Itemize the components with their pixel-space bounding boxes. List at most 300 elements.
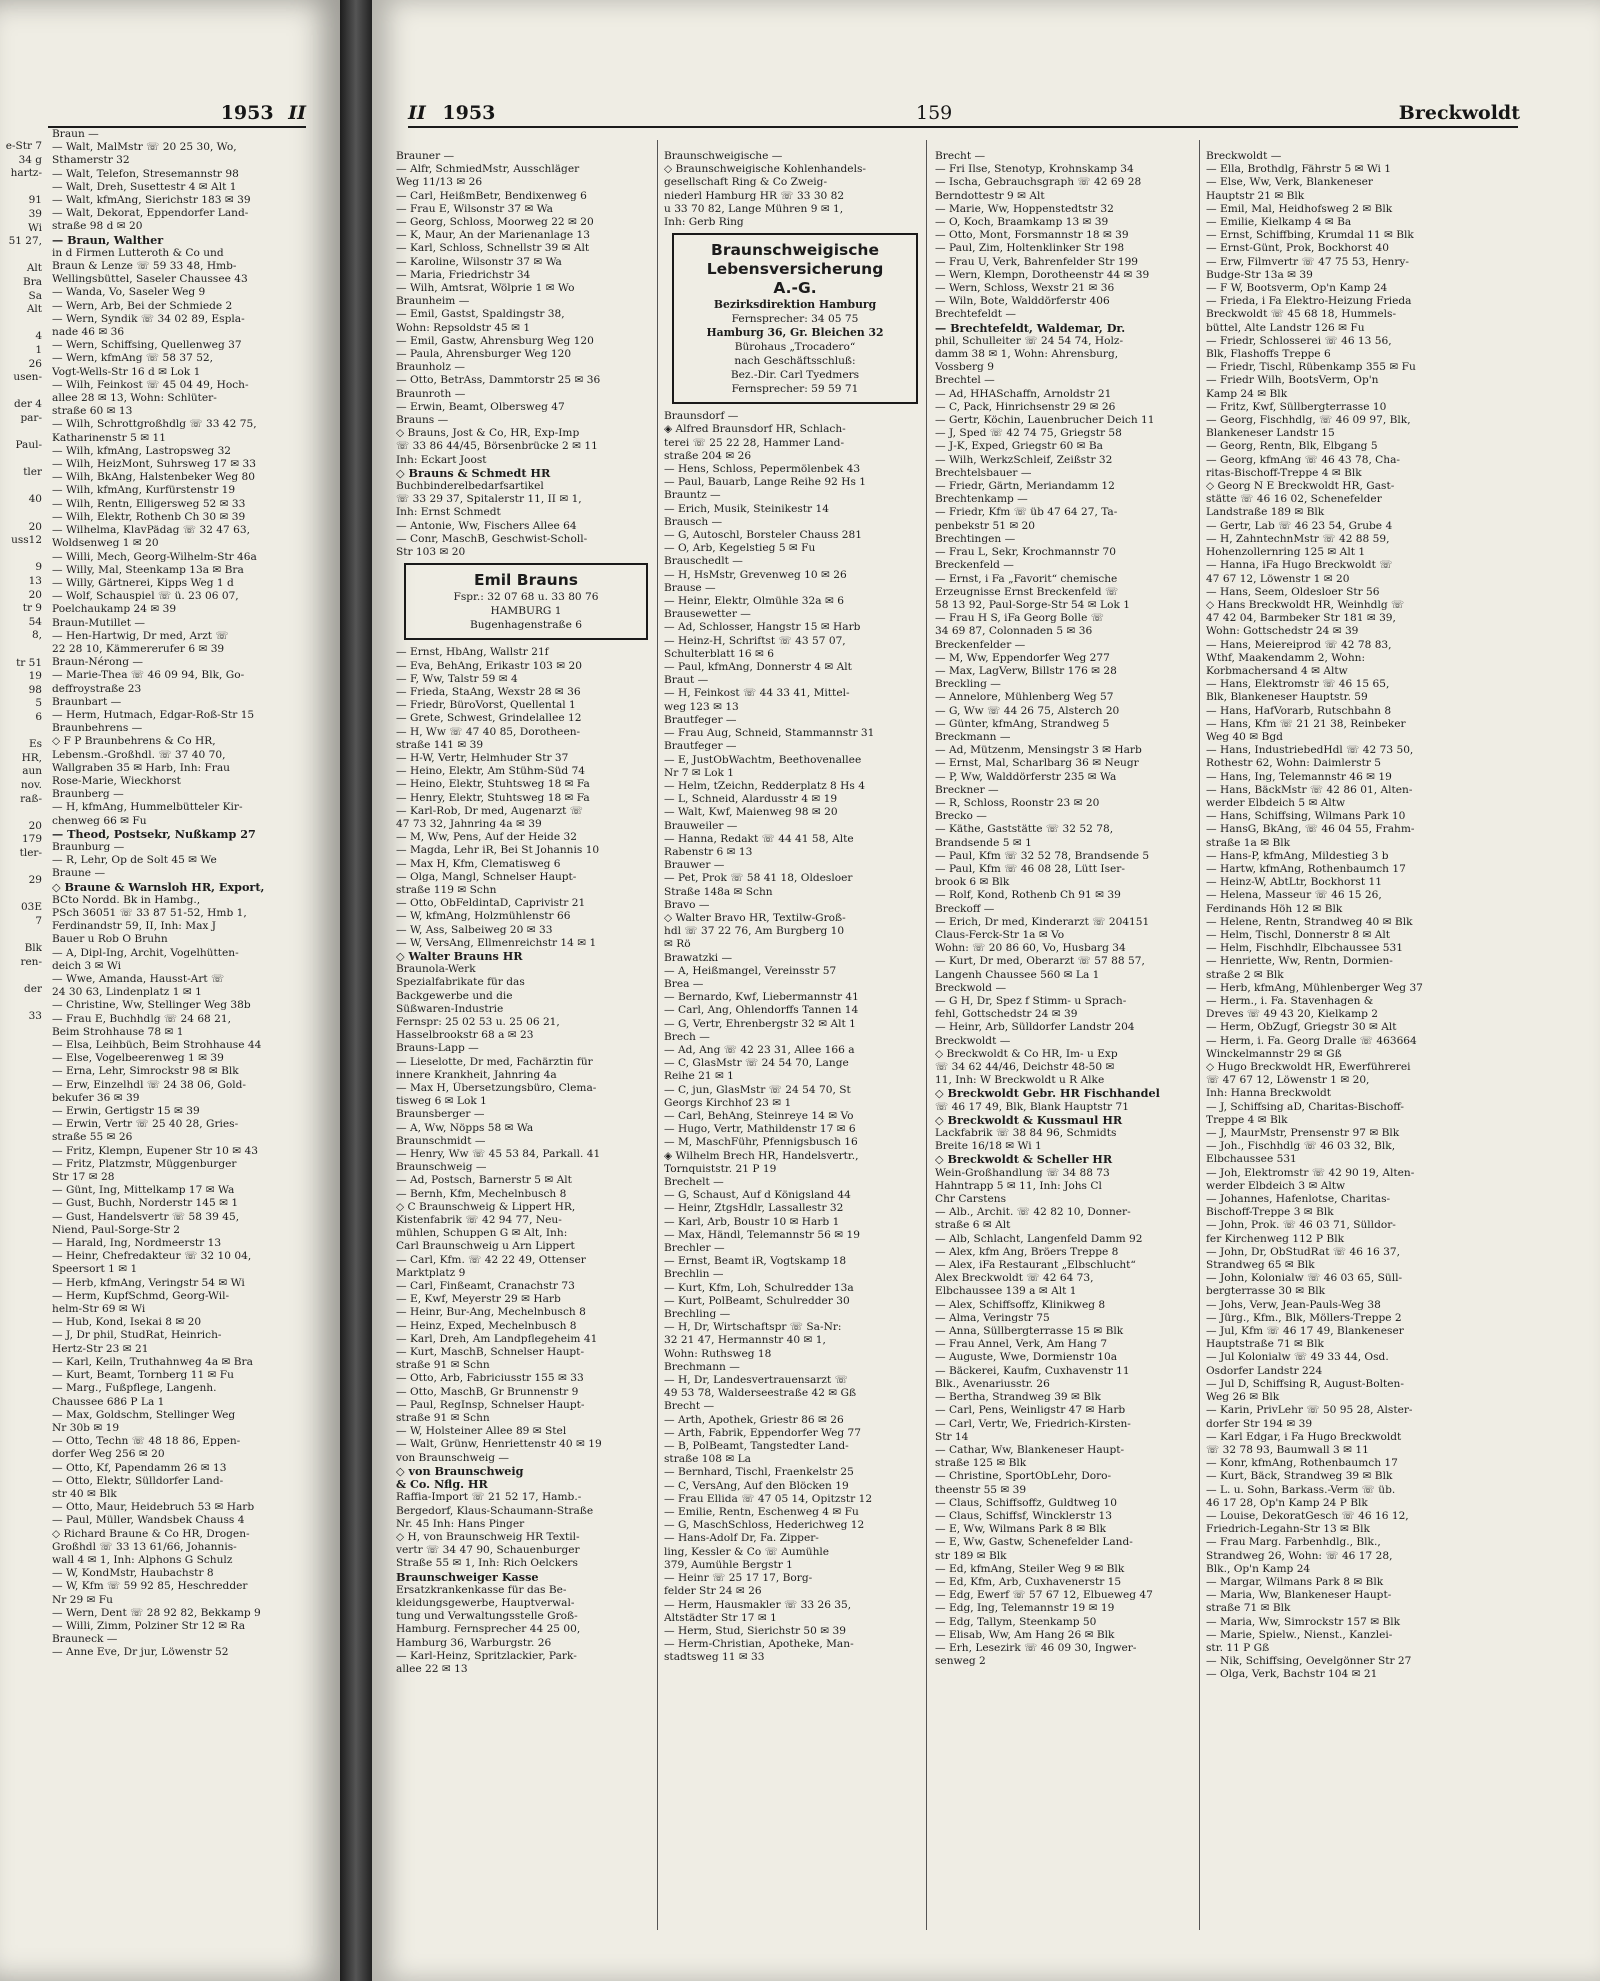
directory-entry: — HansG, BkAng, ☏ 46 04 55, Frahm-	[1206, 823, 1415, 836]
directory-line: Strandweg 65 ✉ Blk	[1206, 1259, 1315, 1272]
directory-entry: ◇ Braunschweigische Kohlenhandels-	[664, 163, 866, 176]
directory-line: Brause —	[664, 581, 716, 594]
directory-entry: — Cathar, Ww, Blankeneser Haupt-	[935, 1443, 1125, 1456]
directory-entry: — Heinr, Elektr, Olmühle 32a ✉ 6	[664, 595, 844, 608]
ad-phone: Fernsprecher: 34 05 75	[731, 313, 859, 326]
directory-entry: — Johannes, Hafenlotse, Charitas-	[1206, 1193, 1391, 1206]
directory-line: fehl, Gottschedstr 24 ✉ 39	[935, 1008, 1078, 1021]
directory-entry: — Otto, BetrAss, Dammtorstr 25 ✉ 36	[396, 374, 601, 387]
directory-entry: — Erwin, Gertigstr 15 ✉ 39	[52, 1105, 200, 1118]
directory-line: hdl ☏ 37 22 76, Am Burgberg 10	[664, 925, 845, 938]
directory-line: 22 28 10, Kämmererufer 6 ✉ 39	[52, 642, 225, 655]
directory-entry: — Paul, Zim, Holtenklinker Str 198	[935, 242, 1125, 255]
margin-fragment: 98	[28, 683, 42, 696]
directory-line: Friedrich-Legahn-Str 13 ✉ Blk	[1206, 1523, 1370, 1536]
directory-entry: — Fritz, Platzmstr, Müggenburger	[52, 1157, 237, 1170]
directory-entry: — Wilh, HeizMont, Suhrsweg 17 ✉ 33	[52, 458, 256, 471]
directory-line: Backgewerbe und die	[396, 989, 513, 1002]
directory-line: 47 73 32, Jahnring 4a ✉ 39	[396, 817, 542, 830]
margin-fragment: Sa	[28, 289, 42, 302]
directory-entry: — Ad, Mützenm, Mensingstr 3 ✉ Harb	[935, 744, 1142, 757]
directory-entry: — Alex, kfm Ang, Bröers Treppe 8	[935, 1245, 1119, 1258]
directory-entry: — Henriette, Ww, Rentn, Dormien-	[1206, 955, 1393, 968]
ad-department: Bezirksdirektion Hamburg	[713, 298, 877, 312]
directory-entry: — G, Autoschl, Borsteler Chauss 281	[664, 529, 863, 542]
directory-line: Str 103 ✉ 20	[396, 546, 466, 559]
directory-entry: ◇ Brauns & Schmedt HR	[396, 466, 551, 480]
margin-fragment: 39	[28, 207, 42, 220]
directory-entry: — Hans, IndustriebedHdl ☏ 42 73 50,	[1206, 744, 1414, 757]
directory-entry: — Alfr, SchmiedMstr, Ausschläger	[396, 163, 580, 176]
margin-fragment: Bra	[23, 275, 42, 288]
margin-fragment: 03E	[20, 901, 42, 914]
directory-entry: — Otto, Arb, Fabriciusstr 155 ✉ 33	[396, 1372, 584, 1385]
margin-fragment: 1	[35, 343, 42, 356]
directory-entry: — Kurt, Kfm, Loh, Schulredder 13a	[664, 1281, 854, 1294]
margin-fragment: 29	[28, 874, 42, 887]
directory-entry: — Henry, Elektr, Stuhtsweg 18 ✉ Fa	[396, 791, 590, 804]
column-rule-1	[657, 140, 658, 1930]
directory-line: 47 67 12, Löwenstr 1 ✉ 20	[1206, 572, 1350, 585]
directory-entry: — Else, Ww, Verk, Blankeneser	[1206, 176, 1373, 189]
margin-fragment: aun	[22, 765, 42, 778]
directory-entry: — Carl, HeißmBetr, Bendixenweg 6	[396, 189, 587, 202]
ad-city: HAMBURG 1	[490, 605, 562, 618]
ad-address: Hamburg 36, Gr. Bleichen 32	[706, 326, 884, 340]
directory-entry: — O, Arb, Kegelstieg 5 ✉ Fu	[664, 542, 816, 555]
directory-entry: — Fritz, Klempn, Eupener Str 10 ✉ 43	[52, 1144, 258, 1157]
directory-line: senweg 2	[935, 1655, 986, 1668]
directory-line: Brecht —	[935, 150, 986, 162]
margin-fragment	[0, 507, 42, 521]
directory-entry: — Marg., Fußpflege, Langenh.	[52, 1382, 217, 1395]
ad-street: Bugenhagenstraße 6	[469, 619, 583, 632]
directory-line: Breckwoldt —	[1206, 150, 1282, 162]
margin-fragment: Es	[28, 738, 42, 751]
directory-entry: — Wern, kfmAng ☏ 58 37 52,	[52, 352, 214, 365]
directory-line: 58 13 92, Paul-Sorge-Str 54 ✉ Lok 1	[935, 598, 1130, 611]
margin-fragment: 33	[28, 1010, 42, 1022]
directory-line: Breckoff —	[935, 902, 995, 915]
directory-entry: — Herm., i. Fa. Stavenhagen &	[1206, 995, 1374, 1007]
directory-line: Langenh Chaussee 560 ✉ La 1	[935, 968, 1100, 981]
directory-entry: — Marie, Spielw., Nienst., Kanzlei-	[1206, 1628, 1393, 1641]
directory-entry: — Wilh, BkAng, Halstenbeker Weg 80	[52, 471, 256, 484]
directory-line: Weg 40 ✉ Bgd	[1206, 730, 1283, 743]
directory-line: straße 108 ✉ La	[664, 1453, 751, 1466]
directory-line: ☏ 47 67 12, Löwenstr 1 ✉ 20,	[1206, 1074, 1370, 1087]
directory-entry: — Karl-Rob, Dr med, Augenarzt ☏	[396, 804, 584, 817]
margin-fragment	[0, 181, 42, 195]
directory-entry: — Helm, Tischl, Donnerstr 8 ✉ Alt	[1206, 928, 1391, 941]
directory-line: Braut —	[664, 674, 709, 687]
directory-line: fer Kirchenweg 112 P Blk	[1206, 1232, 1344, 1245]
directory-line: Braun-Nérong —	[52, 656, 143, 669]
directory-line: Braune —	[52, 867, 106, 880]
directory-line: 49 53 78, Walderseestraße 42 ✉ Gß	[664, 1387, 857, 1400]
directory-entry: — Herm, Stud, Sierichstr 50 ✉ 39	[664, 1624, 846, 1637]
directory-entry: — Theod, Postsekr, Nußkamp 27	[52, 827, 256, 841]
directory-entry: — Willy, Gärtnerei, Kipps Weg 1 d	[52, 576, 234, 589]
directory-line: nade 46 ✉ 36	[52, 326, 125, 339]
directory-line: 47 42 04, Barmbeker Str 181 ✉ 39,	[1206, 612, 1396, 625]
directory-entry: ◇ Hans Breckwoldt HR, Weinhdlg ☏	[1206, 598, 1405, 611]
directory-entry: — G, Ww ☏ 44 26 75, Alsterch 20	[935, 704, 1120, 717]
directory-line: Blk, Flashoffs Treppe 6	[1206, 348, 1331, 361]
directory-entry: — Emil, Mal, Heidhofsweg 2 ✉ Blk	[1206, 202, 1393, 215]
margin-fragment: uss12	[11, 534, 42, 547]
margin-fragment	[0, 860, 42, 874]
directory-entry: — Braun, Walther	[52, 233, 164, 247]
directory-entry: — Emilie, Kielkamp 4 ✉ Ba	[1206, 216, 1352, 229]
directory-line: von Braunschweig —	[396, 1451, 510, 1464]
directory-line: Brautfeger —	[664, 740, 737, 753]
directory-entry: — Carl, Ang, Ohlendorffs Tannen 14	[664, 1004, 859, 1017]
directory-line: Braunburg —	[52, 840, 125, 853]
directory-entry: — E, Ww, Gastw, Schenefelder Land-	[935, 1536, 1133, 1549]
directory-line: Marktplatz 9	[396, 1266, 466, 1279]
directory-entry: — Frau Aug, Schneid, Stammannstr 31	[664, 727, 875, 740]
directory-line: Brecht —	[664, 1400, 715, 1413]
directory-entry: ◇ Breckwoldt & Kussmaul HR	[935, 1113, 1123, 1127]
directory-entry: — Otto, Kf, Papendamm 26 ✉ 13	[52, 1461, 227, 1474]
directory-entry: — Ernst, HbAng, Wallstr 21f	[396, 646, 549, 659]
directory-entry: — Willi, Mech, Georg-Wilhelm-Str 46a	[52, 550, 257, 563]
directory-entry: — Henry, Ww ☏ 45 53 84, Parkall. 41	[396, 1148, 601, 1161]
directory-entry: — Wern, Syndik ☏ 34 02 89, Espla-	[52, 312, 245, 325]
directory-entry: — Frau E, Wilsonstr 37 ✉ Wa	[396, 202, 553, 215]
directory-entry: — H, Dr, Wirtschaftspr ☏ Sa-Nr:	[664, 1321, 842, 1334]
margin-fragment: usen-	[13, 371, 42, 384]
directory-line: Braunschweig —	[396, 1161, 487, 1174]
directory-entry: — Walt, MalMstr ☏ 20 25 30, Wo,	[52, 141, 237, 154]
directory-entry: ◇ H, von Braunschweig HR Textil-	[396, 1530, 580, 1543]
directory-entry: — Heinr, Arb, Sülldorfer Landstr 204	[935, 1021, 1135, 1034]
directory-line: tisweg 6 ✉ Lok 1	[396, 1095, 487, 1108]
directory-line: Bischoff-Treppe 3 ✉ Blk	[1206, 1206, 1334, 1219]
directory-entry: ◇ Breckwoldt & Scheller HR	[935, 1153, 1113, 1167]
directory-line: Brechtelsbauer —	[935, 466, 1032, 479]
directory-entry: ◇ Walter Brauns HR	[396, 949, 523, 963]
directory-entry: — Wilh, kfmAng, Lastropsweg 32	[52, 444, 232, 457]
directory-line: Breckenfelder —	[935, 638, 1026, 651]
margin-fragment: 179	[21, 833, 42, 846]
directory-entry: — Hans, Meiereiprod ☏ 42 78 83,	[1206, 638, 1392, 651]
directory-entry: — Herm, ObZugf, Griegstr 30 ✉ Alt	[1206, 1021, 1397, 1034]
directory-line: Vossberg 9	[935, 361, 994, 374]
directory-entry: — Elsa, Leihbüch, Beim Strohhause 44	[52, 1039, 262, 1052]
margin-fragment: Blk	[24, 942, 42, 955]
directory-entry: — Annelore, Mühlenberg Weg 57	[935, 691, 1114, 704]
directory-line: mühlen, Schuppen G ✉ Alt, Inh:	[396, 1227, 568, 1240]
directory-entry: — Paul, Bauarb, Lange Reihe 92 Hs 1	[664, 476, 867, 489]
directory-line: Breckwoldt ☏ 45 68 18, Hummels-	[1206, 308, 1397, 321]
directory-entry: — Heinr, ZtgsHdlr, Lassallestr 32	[664, 1202, 844, 1215]
left-page-header	[48, 102, 306, 128]
directory-line: Brechtel —	[935, 374, 995, 387]
directory-entry: ◇ Breckwoldt Gebr. HR Fischhandel	[935, 1087, 1160, 1101]
directory-line: str 189 ✉ Blk	[935, 1549, 1007, 1562]
directory-entry: — Erna, Lehr, Simrockstr 98 ✉ Blk	[52, 1065, 239, 1078]
directory-line: 46 17 28, Op'n Kamp 24 P Blk	[1206, 1496, 1368, 1509]
directory-entry: — Frau Ellida ☏ 47 05 14, Opitzstr 12	[664, 1492, 873, 1505]
directory-entry: — Edg, Ing, Telemannstr 19 ✉ 19	[935, 1602, 1115, 1615]
directory-line: Braunroth —	[396, 387, 466, 400]
directory-line: gesellschaft Ring & Co Zweig-	[664, 176, 828, 189]
directory-entry: — Wilh, Amtsrat, Wölprie 1 ✉ Wo	[396, 282, 575, 295]
directory-line: Niend, Paul-Sorge-Str 2	[52, 1223, 181, 1236]
directory-entry: ◇ Braune & Warnsloh HR, Export,	[52, 880, 265, 894]
directory-line: deich 3 ✉ Wi	[52, 959, 122, 972]
directory-line: Braunola-Werk	[396, 963, 476, 976]
directory-line: straße 1a ✉ Blk	[1206, 836, 1291, 849]
directory-entry: — Jürg., Kfm., Blk, Möllers-Treppe 2	[1206, 1311, 1402, 1324]
directory-entry: — Erwin, Vertr ☏ 25 40 28, Gries-	[52, 1118, 239, 1131]
directory-entry: — Walt, kfmAng, Sierichstr 183 ✉ 39	[52, 194, 251, 207]
directory-line: Straße 55 ✉ 1, Inh: Rich Oelckers	[396, 1557, 578, 1570]
directory-line: allee 22 ✉ 13	[396, 1662, 468, 1675]
directory-entry: — Jul, Kfm ☏ 46 17 49, Blankeneser	[1206, 1325, 1404, 1338]
directory-entry: — Wwe, Amanda, Hausst-Art ☏	[52, 973, 225, 985]
directory-line: Braunsberger —	[396, 1108, 485, 1121]
directory-entry: — Carl, BehAng, Steinreye 14 ✉ Vo	[664, 1109, 854, 1122]
directory-entry: — Helena, Masseur ☏ 46 15 26,	[1206, 889, 1382, 902]
margin-fragment: 6	[35, 710, 42, 723]
directory-entry: — Erw, Filmvertr ☏ 47 75 53, Henry-	[1206, 255, 1409, 268]
margin-fragment	[0, 928, 42, 942]
directory-line: Raffia-Import ☏ 21 52 17, Hamb.-	[396, 1491, 582, 1504]
directory-line: Inh: Ernst Schmedt	[396, 506, 501, 519]
directory-line: Dreves ☏ 49 43 20, Kielkamp 2	[1206, 1008, 1379, 1021]
directory-entry: — E, Ww, Wilmans Park 8 ✉ Blk	[935, 1523, 1107, 1536]
directory-entry: ◇ Walter Bravo HR, Textilw-Groß-	[664, 911, 846, 924]
directory-line: Weg 26 ✉ Blk	[1206, 1391, 1280, 1404]
directory-line: Chaussee 686 P La 1	[52, 1395, 165, 1408]
directory-line: Brauwer —	[664, 859, 725, 872]
ad-box-lebensversicherung	[672, 233, 918, 404]
directory-line: Bravo —	[664, 898, 710, 911]
ad-title-line-1: Braunschweigische	[711, 241, 879, 260]
directory-entry: — Willy, Mal, Steenkamp 13a ✉ Bra	[52, 563, 244, 576]
directory-line: büttel, Alte Landstr 126 ✉ Fu	[1206, 321, 1365, 334]
directory-entry: — Karl, Schloss, Schnellstr 39 ✉ Alt	[396, 242, 590, 255]
directory-line: straße 71 ✉ Blk	[1206, 1602, 1291, 1615]
directory-entry: — John, Prok. ☏ 46 03 71, Sülldor-	[1206, 1219, 1396, 1232]
ad-director: Bez.-Dir. Carl Tyedmers	[730, 369, 860, 382]
right-column-2	[664, 150, 924, 1665]
directory-entry: — Antonie, Ww, Fischers Allee 64	[396, 519, 577, 532]
directory-entry: — C, GlasMstr ☏ 24 54 70, Lange	[664, 1057, 849, 1070]
directory-entry: — Bernh, Kfm, Mechelnbusch 8	[396, 1187, 567, 1200]
directory-entry: — Ed, Kfm, Arb, Cuxhavenerstr 15	[935, 1575, 1122, 1588]
directory-entry: — C, jun, GlasMstr ☏ 24 54 70, St	[664, 1083, 851, 1096]
directory-entry: — Heino, Elektr, Am Stühm-Süd 74	[396, 765, 586, 778]
margin-fragment: 4	[35, 330, 42, 343]
directory-line: Korbmachersand 4 ✉ Altw	[1206, 664, 1348, 677]
directory-entry: — Otto, Techn ☏ 48 18 86, Eppen-	[52, 1435, 241, 1448]
directory-entry: — Wilh, Feinkost ☏ 45 04 49, Hoch-	[52, 378, 249, 391]
margin-fragment: 51 27,	[8, 235, 42, 248]
directory-line: & Co. Nflg. HR	[396, 1478, 488, 1492]
directory-line: str. 11 P Gß	[1206, 1641, 1270, 1654]
directory-entry: — Heinr ☏ 25 17 17, Borg-	[664, 1572, 813, 1585]
directory-entry: — Friedr Wilh, BootsVerm, Op'n	[1206, 374, 1379, 387]
directory-entry: — Karl, Arb, Boustr 10 ✉ Harb 1	[664, 1215, 840, 1228]
directory-entry: — W, kfmAng, Holzmühlenstr 66	[396, 910, 571, 923]
directory-line: Winckelmannstr 29 ✉ Gß	[1206, 1047, 1342, 1060]
directory-entry: — Hugo, Vertr, Mathildenstr 17 ✉ 6	[664, 1123, 856, 1136]
directory-entry: — H-W, Vertr, Helmhuder Str 37	[396, 751, 569, 764]
directory-line: Inh: Eckart Joost	[396, 453, 487, 466]
directory-line: straße 204 ✉ 26	[664, 449, 752, 462]
directory-line: Hauptstraße 71 ✉ Blk	[1206, 1338, 1324, 1351]
ad-building: Bürohaus „Trocadero“	[734, 341, 856, 354]
directory-entry: — P, Ww, Walddörferstr 235 ✉ Wa	[935, 770, 1117, 783]
directory-entry: — Ernst, Mal, Scharlbarg 36 ✉ Neugr	[935, 757, 1139, 770]
directory-line: Buchbinderelbedarfsartikel	[396, 480, 544, 493]
directory-line: Beim Strohhause 78 ✉ 1	[52, 1025, 184, 1038]
directory-entry: — Hans, BäckMstr ☏ 42 86 01, Alten-	[1206, 783, 1413, 796]
directory-entry: — Hans, Kfm ☏ 21 21 38, Reinbeker	[1206, 717, 1406, 730]
directory-entry: — Günter, kfmAng, Strandweg 5	[935, 717, 1110, 730]
directory-entry: — John, Kolonialw ☏ 46 03 65, Süll-	[1206, 1272, 1403, 1285]
directory-entry: — Herm, Hausmakler ☏ 33 26 35,	[664, 1598, 852, 1611]
page-number: 159	[916, 102, 953, 124]
directory-line: Braunbehrens —	[52, 722, 143, 735]
directory-entry: — Hartw, kfmAng, Rothenbaumch 17	[1206, 862, 1406, 875]
margin-fragment	[0, 725, 42, 739]
directory-entry: — A, Dipl-Ing, Archit, Vogelhütten-	[52, 946, 239, 959]
directory-line: Hasselbrookstr 68 a ✉ 23	[396, 1029, 534, 1042]
directory-entry: — W, Holsteiner Allee 89 ✉ Stel	[396, 1425, 567, 1438]
directory-entry: — Friedr, Gärtn, Meriandamm 12	[935, 480, 1115, 493]
directory-line: 11, Inh: W Breckwoldt u R Alke	[935, 1074, 1105, 1087]
directory-entry: — Fri Ilse, Stenotyp, Krohnskamp 34	[935, 163, 1134, 176]
directory-line: Breckling —	[935, 678, 1001, 691]
directory-entry: — H, HsMstr, Grevenweg 10 ✉ 26	[664, 568, 847, 581]
directory-line: Brecko —	[935, 810, 987, 823]
directory-entry: — Hans-Adolf Dr, Fa. Zipper-	[664, 1532, 819, 1545]
directory-entry: — W, Ass, Salbeiweg 20 ✉ 33	[396, 923, 553, 936]
directory-line: Sthamerstr 32	[52, 154, 130, 167]
directory-line: Braunberg —	[52, 788, 124, 801]
margin-fragment: 13	[28, 575, 42, 587]
directory-entry: — L, Schneid, Alardusstr 4 ✉ 19	[664, 793, 838, 806]
directory-entry: — Friedr, Schlosserei ☏ 46 13 56,	[1206, 334, 1392, 347]
ad-title-line-3: A.-G.	[773, 279, 817, 298]
margin-fragment: tr 51	[16, 656, 42, 669]
directory-line: Straße 148a ✉ Schn	[664, 885, 773, 898]
directory-line: Breckenfeld —	[935, 559, 1014, 572]
ad-after-hours: nach Geschäftsschluß:	[734, 355, 856, 368]
directory-line: Vogt-Wells-Str 16 d ✉ Lok 1	[52, 365, 201, 378]
directory-line: Breckner —	[935, 783, 999, 796]
directory-line: Wohn: Repsoldstr 45 ✉ 1	[396, 321, 531, 334]
margin-fragment: tler-	[19, 846, 42, 859]
directory-line: straße 91 ✉ Schn	[396, 1359, 490, 1372]
directory-entry: — Rolf, Kond, Rothenb Ch 91 ✉ 39	[935, 889, 1121, 902]
directory-line: Braunschweigische —	[664, 150, 783, 162]
directory-entry: — Conr, MaschB, Geschwist-Scholl-	[396, 532, 588, 545]
directory-entry: — Heinz-H, Schriftst ☏ 43 57 07,	[664, 634, 846, 647]
directory-entry: — Kurt, Bäck, Strandweg 39 ✉ Blk	[1206, 1470, 1393, 1483]
directory-entry: — Arth, Fabrik, Eppendorfer Weg 77	[664, 1426, 861, 1439]
margin-fragment: 26	[28, 357, 42, 370]
directory-entry: — Helm, tZeichn, Redderplatz 8 Hs 4	[664, 779, 865, 792]
left-margin-fragments	[0, 140, 42, 1024]
directory-entry: — E, JustObWachtm, Beethovenallee	[664, 753, 862, 766]
margin-fragment: 91	[28, 194, 42, 207]
directory-entry: — Käthe, Gaststätte ☏ 32 52 78,	[935, 823, 1114, 836]
directory-line: Braunheim —	[396, 295, 470, 308]
directory-line: straße 55 ✉ 26	[52, 1131, 133, 1144]
directory-line: Elbchaussee 139 a ✉ Alt 1	[935, 1285, 1077, 1298]
directory-line: innere Krankheit, Jahnring 4a	[396, 1068, 557, 1081]
directory-entry: — G, Vertr, Ehrenbergstr 32 ✉ Alt 1	[664, 1017, 856, 1030]
directory-entry: — Heinr, Chefredakteur ☏ 32 10 04,	[52, 1250, 252, 1263]
directory-entry: — Bernardo, Kwf, Liebermannstr 41	[664, 991, 859, 1004]
directory-entry: — Ed, kfmAng, Steiler Weg 9 ✉ Blk	[935, 1562, 1125, 1575]
directory-line: Brechtingen —	[935, 532, 1016, 545]
directory-line: Reihe 21 ✉ 1	[664, 1070, 734, 1083]
margin-fragment	[0, 425, 42, 439]
directory-entry: — Joh., Fischhdlg ☏ 46 03 32, Blk,	[1206, 1140, 1396, 1153]
directory-line: Woldsenweg 1 ✉ 20	[52, 537, 159, 550]
directory-line: Nr. 45 Inh: Hans Pinger	[396, 1517, 525, 1530]
margin-fragment: Wi	[28, 221, 42, 234]
directory-entry: — Wern, Schiffsing, Quellenweg 37	[52, 339, 242, 352]
margin-fragment	[0, 480, 42, 494]
directory-entry: — Carl, Finßeamt, Cranachstr 73	[396, 1280, 575, 1293]
directory-entry: — Karl-Heinz, Spritzlackier, Park-	[396, 1649, 577, 1662]
directory-entry: — Wern, Arb, Bei der Schmiede 2	[52, 299, 233, 312]
directory-entry: — John, Dr, ObStudRat ☏ 46 16 37,	[1206, 1245, 1400, 1258]
directory-entry: — Ernst, Beamt iR, Vogtskamp 18	[664, 1255, 847, 1268]
margin-fragment	[0, 969, 42, 983]
margin-fragment	[0, 643, 42, 657]
directory-entry: — Max, Goldschm, Stellinger Weg	[52, 1408, 236, 1421]
margin-fragment: hartz-	[10, 167, 42, 180]
directory-line: vertr ☏ 34 47 90, Schauenburger	[396, 1544, 580, 1557]
directory-line: Braunsdorf —	[664, 410, 739, 423]
directory-entry: ◇ Richard Braune & Co HR, Drogen-	[52, 1527, 250, 1540]
directory-entry: — Claus, Schiffsf, Wincklerstr 13	[935, 1509, 1113, 1522]
directory-line: Altstädter Str 17 ✉ 1	[664, 1611, 777, 1624]
directory-entry: — Maria, Friedrichstr 34	[396, 268, 531, 281]
directory-line: Wellingsbüttel, Saseler Chaussee 43	[52, 273, 248, 286]
right-column-4	[1206, 150, 1470, 1682]
directory-entry: ◇ F P Braunbehrens & Co HR,	[52, 735, 216, 748]
directory-entry: — F, Ww, Talstr 59 ✉ 4	[396, 672, 518, 685]
directory-entry: — Kurt, Dr med, Oberarzt ☏ 57 88 57,	[935, 955, 1145, 968]
margin-fragment	[0, 249, 42, 263]
directory-entry: — Wern, Klempn, Dorotheenstr 44 ✉ 39	[935, 268, 1150, 281]
margin-fragment: der	[24, 982, 42, 995]
directory-line: Hertz-Str 23 ✉ 21	[52, 1342, 149, 1355]
directory-line: Budge-Str 13a ✉ 39	[1206, 268, 1313, 281]
directory-line: deffroystraße 23	[52, 682, 142, 695]
left-volume: II	[288, 102, 306, 124]
directory-line: dorfer Str 194 ✉ 39	[1206, 1417, 1313, 1430]
directory-entry: — Paul, RegInsp, Schnelser Haupt-	[396, 1398, 585, 1411]
right-column-1	[396, 150, 654, 1676]
directory-entry: — Else, Vogelbeerenweg 1 ✉ 39	[52, 1052, 224, 1065]
directory-line: Alex Breckwoldt ☏ 42 64 73,	[935, 1272, 1094, 1285]
directory-entry: — Carl, Pens, Weinligstr 47 ✉ Harb	[935, 1404, 1126, 1417]
directory-line: Inh: Gerb Ring	[664, 216, 744, 229]
directory-entry: ◇ Hugo Breckwoldt HR, Ewerführerei	[1206, 1061, 1411, 1074]
directory-entry: — Otto, ObFeldintaD, Caprivistr 21	[396, 897, 586, 910]
